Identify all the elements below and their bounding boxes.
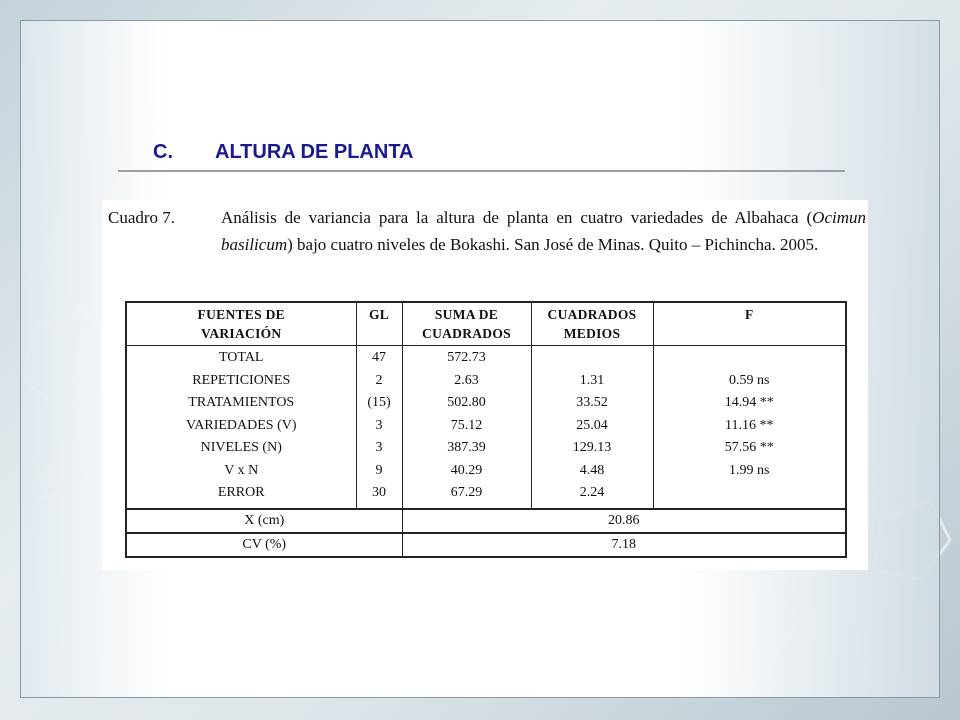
header-cuadrados-medios: CUADRADOS MEDIOS [531,302,653,346]
table-cell: (15) [367,395,391,410]
table-cell: TRATAMIENTOS [188,395,295,410]
table-cell: NIVELES (N) [200,440,282,455]
table-cell [532,347,653,370]
table-cell: V x N [224,462,259,478]
fuentes-column [126,346,356,509]
table-cell: 2.63 [454,372,479,388]
table-cell: 14.94 ** [724,395,774,410]
caption-text-start: Análisis de variancia para la altura de planta en cuatro variedades de Albahaca ( [221,208,813,227]
caption-label: Cuadro 7. [108,208,176,227]
table-cell: 0.59 ns [729,372,770,388]
summary-label: CV (%) [126,533,402,557]
caption-text-end: ) bajo cuatro niveles de Bokashi. San José de Minas. Quito – Pichincha. 2005. [287,235,819,254]
anova-table [125,301,847,558]
table-cell: VARIEDADES (V) [185,417,297,433]
table-cell: 47 [372,350,386,365]
table-cell: 4.48 [579,462,605,478]
table-cell: 3 [375,417,383,433]
table-cell: 2.24 [579,485,605,500]
suma-column [402,346,531,509]
header-f: F [653,302,846,346]
table-cell: 40.29 [450,462,483,478]
table-cell: TOTAL [218,350,264,365]
table-cell: 9 [375,462,383,478]
summary-row-cv [126,533,846,557]
table-cell: 67.29 [450,485,483,500]
caption-species: Ocimun basilicum [221,208,866,254]
table-cell: ERROR [217,485,265,500]
section-title: ALTURA DE PLANTA [215,141,414,163]
gl-column [356,346,402,509]
header-fuentes: FUENTES DE VARIACIÓN [126,302,356,346]
table-cell: 33.52 [576,395,608,410]
scanned-table-image [102,200,868,570]
table-cell: 1.31 [579,372,605,388]
table-cell: 502.80 [447,395,486,410]
summary-label: X (cm) [126,509,402,533]
table-cell: 3 [375,440,383,455]
table-cell: REPETICIONES [192,372,291,388]
section-heading [153,141,414,164]
table-cell [654,347,846,370]
header-gl: GL [356,302,402,346]
table-header-row [126,302,846,346]
caption-text [221,204,866,258]
table-cell: 30 [372,485,386,500]
header-suma: SUMA DE CUADRADOS [402,302,531,346]
table-cell: 57.56 ** [724,440,774,455]
table-cell: 387.39 [447,440,486,455]
f-column [653,346,846,509]
table-cell: 129.13 [572,440,612,455]
table-cell: 75.12 [450,417,483,433]
summary-value: 20.86 [402,509,846,533]
summary-row-mean [126,509,846,533]
table-cell: 2 [375,372,383,388]
table-cell: 1.99 ns [729,462,770,478]
section-letter: C. [153,141,173,163]
summary-value: 7.18 [402,533,846,557]
cuadrados-medios-column [531,346,653,509]
table-body-row [126,346,846,509]
table-cell: 11.16 ** [725,417,774,433]
heading-divider [118,170,845,172]
table-cell: 572.73 [447,350,486,365]
table-cell [654,482,846,505]
table-cell: 25.04 [576,417,608,433]
